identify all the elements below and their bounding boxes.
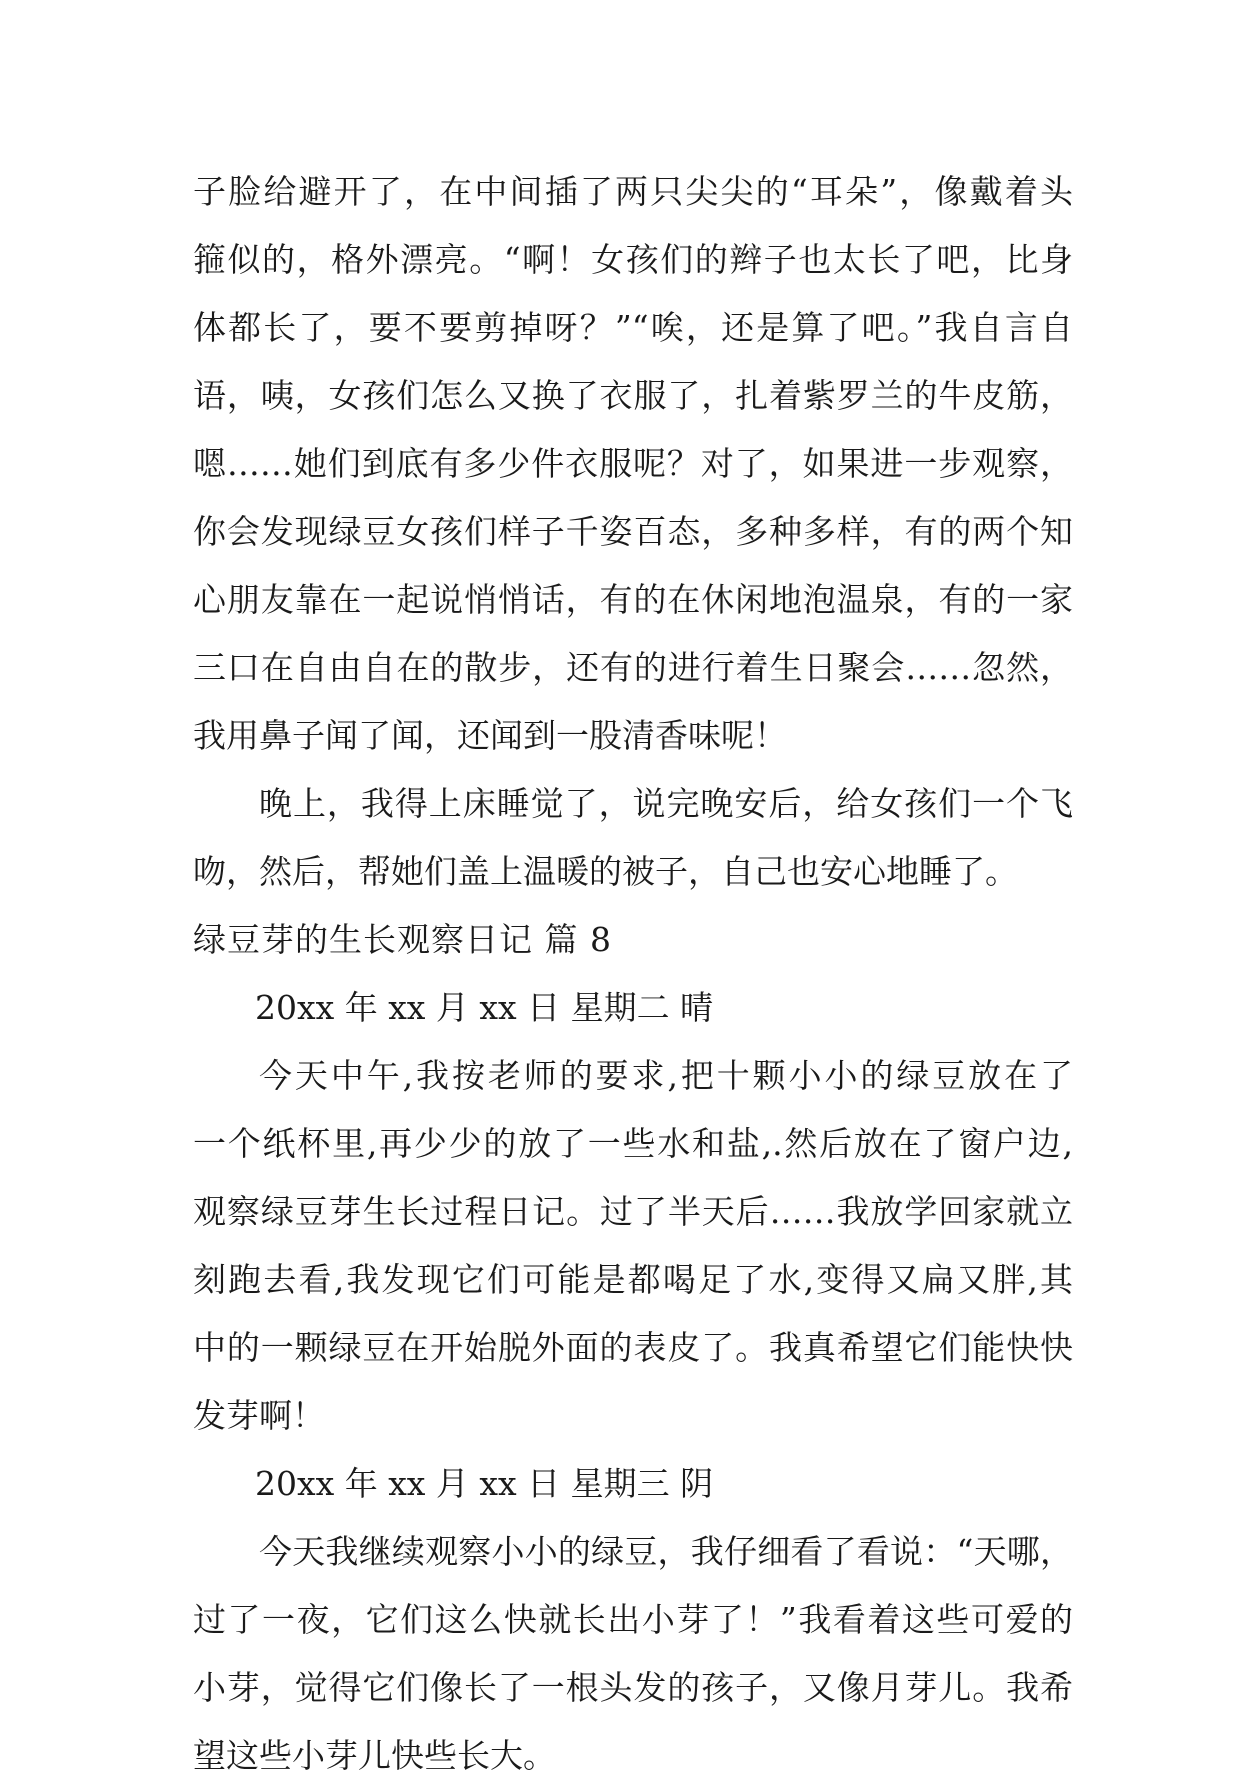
document-body [193,158,1073,1790]
text-line: 小芽，觉得它们像长了一根头发的孩子，又像月芽儿。我希 [193,1668,1073,1707]
date-line: 20xx 年 xx 月 xx 日 星期二 晴 [255,988,714,1027]
text-line: 语，咦，女孩们怎么又换了衣服了，扎着紫罗兰的牛皮筋， [193,376,1073,415]
text-line: 心朋友靠在一起说悄悄话，有的在休闲地泡温泉，有的一家 [193,580,1073,619]
text-line: 发芽啊！ [193,1396,325,1435]
text-line: 你会发现绿豆女孩们样子千姿百态，多种多样，有的两个知 [193,512,1073,551]
text-line: 刻跑去看,我发现它们可能是都喝足了水,变得又扁又胖,其 [193,1260,1073,1299]
text-line: 体都长了，要不要剪掉呀？”“唉，还是算了吧。”我自言自 [193,308,1073,347]
text-line: 我用鼻子闻了闻，还闻到一股清香味呢！ [193,716,787,755]
text-line: 晚上，我得上床睡觉了，说完晚安后，给女孩们一个飞 [259,784,1073,823]
text-line: 嗯……她们到底有多少件衣服呢？对了，如果进一步观察， [193,444,1073,483]
text-line: 望这些小芽儿快些长大。 [193,1736,556,1775]
text-line: 吻，然后，帮她们盖上温暖的被子，自己也安心地睡了。 [193,852,1018,891]
text-line: 子脸给避开了，在中间插了两只尖尖的“耳朵”，像戴着头 [193,172,1073,211]
text-line: 今天中午,我按老师的要求,把十颗小小的绿豆放在了 [259,1056,1073,1095]
text-line: 过了一夜，它们这么快就长出小芽了！”我看着这些可爱的 [193,1600,1073,1639]
text-line: 三口在自由自在的散步，还有的进行着生日聚会……忽然， [193,648,1073,687]
date-line: 20xx 年 xx 月 xx 日 星期三 阴 [255,1464,714,1503]
text-line: 今天我继续观察小小的绿豆，我仔细看了看说：“天哪， [259,1532,1073,1571]
text-line: 一个纸杯里,再少少的放了一些水和盐,.然后放在了窗户边, [193,1124,1073,1163]
text-line: 中的一颗绿豆在开始脱外面的表皮了。我真希望它们能快快 [193,1328,1073,1367]
section-heading: 绿豆芽的生长观察日记 篇 8 [193,920,612,959]
text-line: 观察绿豆芽生长过程日记。过了半天后……我放学回家就立 [193,1192,1073,1231]
text-line: 箍似的，格外漂亮。“啊！女孩们的辫子也太长了吧，比身 [193,240,1073,279]
